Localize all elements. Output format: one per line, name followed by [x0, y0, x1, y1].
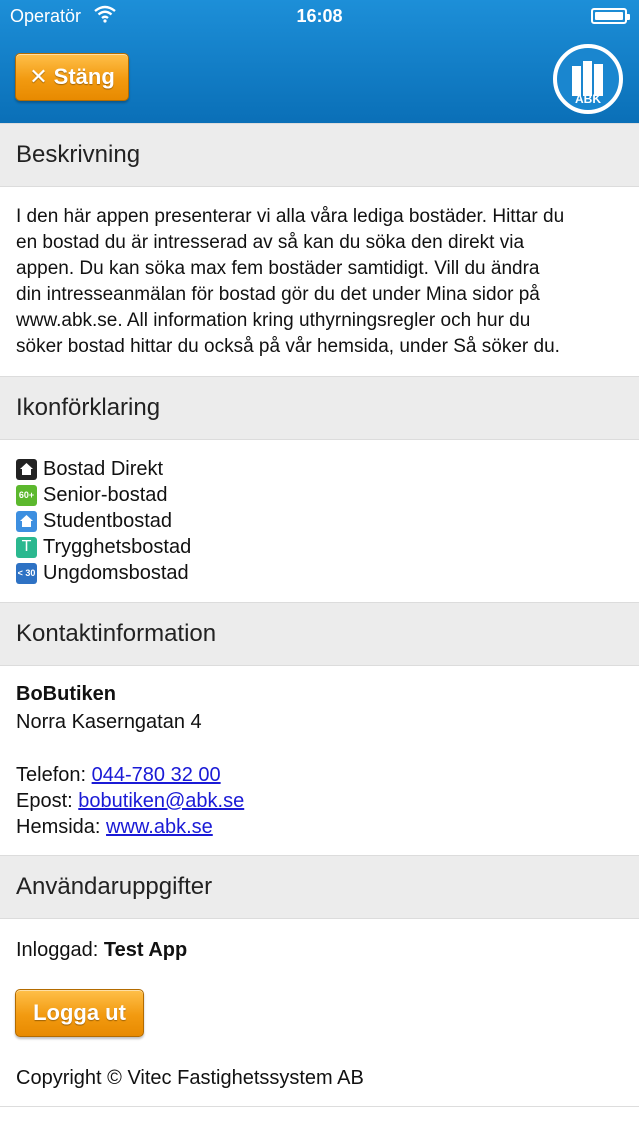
contact-web-row: [16, 814, 213, 840]
contact-name: BoButiken: [16, 683, 116, 705]
web-label: Hemsida:: [16, 816, 101, 838]
legend-item-bostad-direkt: [16, 456, 163, 482]
phone-link[interactable]: 044-780 32 00: [91, 764, 221, 786]
battery-icon: [591, 8, 627, 24]
top-bar: [0, 0, 639, 124]
legend-label: Trygghetsbostad: [43, 535, 192, 558]
section-title: Kontaktinformation: [16, 620, 217, 647]
logged-in-row: [16, 937, 187, 963]
senior-60-icon: 60+: [16, 485, 37, 506]
description-line: www.abk.se. All information kring uthyrningsregler och hur du: [16, 310, 531, 331]
section-header-description: [0, 123, 639, 187]
logged-in-name: Test App: [103, 939, 188, 961]
logout-button[interactable]: [15, 989, 144, 1037]
legend-label: Bostad Direkt: [43, 457, 164, 480]
description-line: I den här appen presenterar vi alla våra lediga bostäder. Hittar du: [16, 206, 565, 227]
house-dark-icon: [16, 459, 37, 480]
contact-phone-row: [16, 762, 221, 788]
legend-item-senior: [16, 482, 168, 508]
legend-label: Ungdomsbostad: [43, 561, 189, 584]
trygghet-t-icon: T: [16, 537, 37, 558]
legend-item-trygghet: [16, 534, 191, 560]
copyright-text: Copyright © Vitec Fastighetssystem AB: [16, 1067, 364, 1089]
ungdom-30-icon: < 30: [16, 563, 37, 584]
status-bar: [0, 0, 639, 34]
section-title: Användaruppgifter: [16, 873, 213, 900]
logout-button-label: Logga ut: [33, 1000, 126, 1025]
section-header-contact: [0, 602, 639, 666]
website-link[interactable]: www.abk.se: [106, 816, 213, 838]
close-button-label: Stäng: [53, 64, 115, 89]
description-line: appen. Du kan söka max fem bostäder samtidigt. Vill du ändra: [16, 258, 540, 279]
section-title: Ikonförklaring: [16, 394, 161, 421]
logged-in-label: Inloggad:: [16, 939, 99, 961]
description-line: söker bostad hittar du också på vår hemsida, under Så söker du.: [16, 336, 560, 357]
house-blue-icon: [16, 511, 37, 532]
legend-label: Studentbostad: [43, 509, 172, 532]
email-link[interactable]: bobutiken@abk.se: [78, 790, 245, 812]
legend-item-ungdom: [16, 560, 189, 586]
legend-label: Senior-bostad: [43, 483, 168, 506]
description-line: din intresseanmälan för bostad gör du det under Mina sidor på: [16, 284, 540, 305]
section-header-icon-legend: [0, 376, 639, 440]
contact-address: Norra Kaserngatan 4: [16, 711, 202, 733]
phone-label: Telefon:: [16, 764, 87, 786]
description-line: en bostad du är intresserad av så kan du söka den direkt via: [16, 232, 525, 253]
legend-item-student: [16, 508, 172, 534]
logo-text: ABK: [575, 92, 601, 106]
carrier-name: Operatör: [10, 6, 82, 26]
abk-logo: [553, 44, 623, 114]
divider: [0, 1106, 639, 1107]
close-icon: ✕: [29, 64, 48, 89]
email-label: Epost:: [16, 790, 73, 812]
status-time: 16:08: [296, 6, 343, 26]
contact-email-row: [16, 788, 244, 814]
section-header-user: [0, 855, 639, 919]
close-button[interactable]: [15, 53, 129, 101]
section-title: Beskrivning: [16, 141, 141, 168]
description-text: [16, 204, 628, 360]
